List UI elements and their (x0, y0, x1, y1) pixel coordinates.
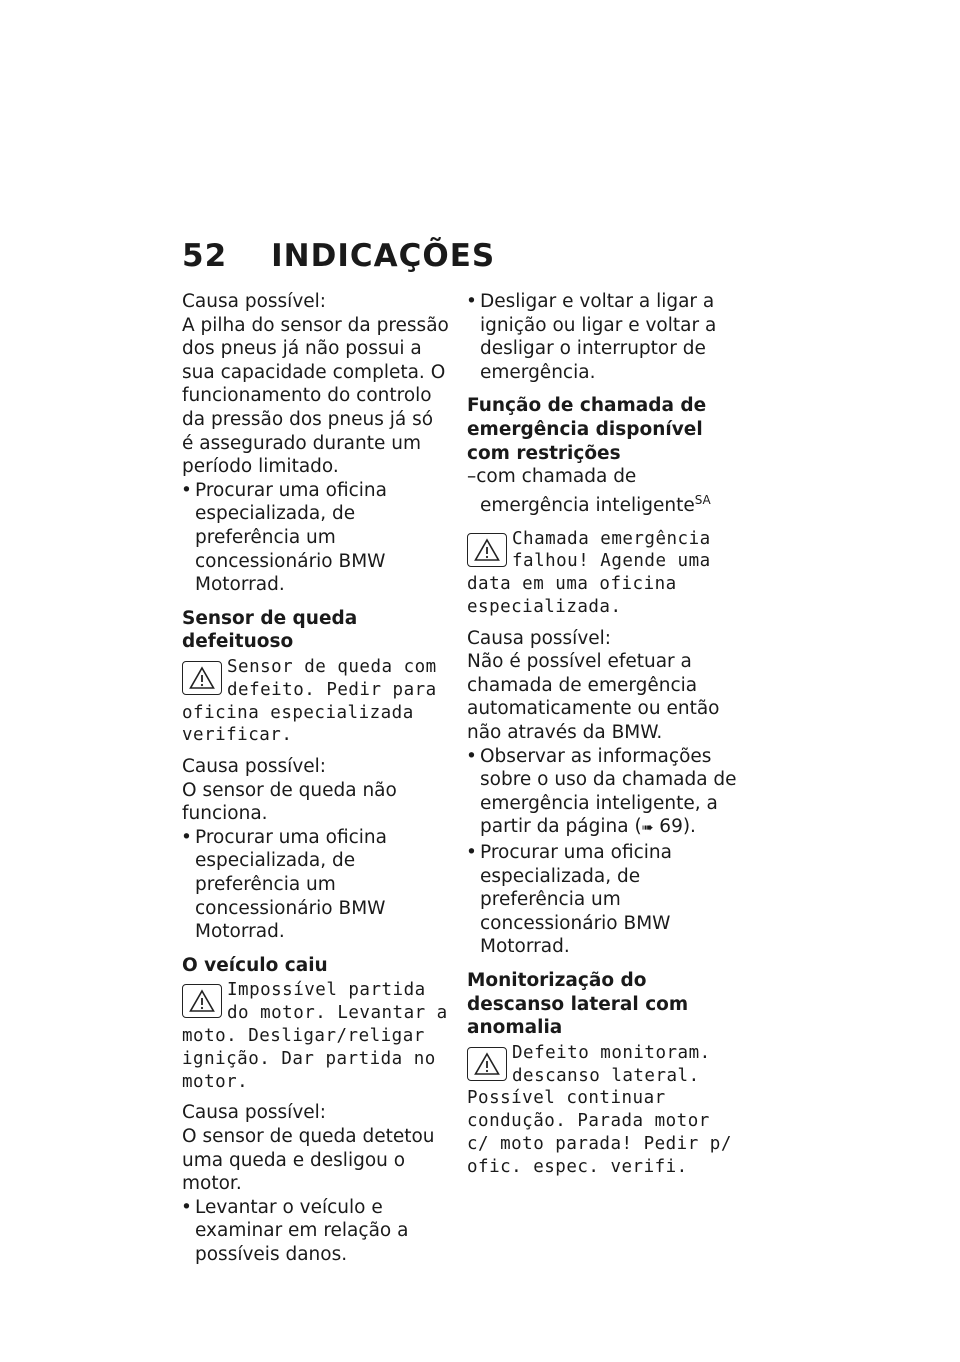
left-column (182, 290, 450, 1267)
cause-description: Não é possível efetuar a chamada de emergência automaticamente ou então não através da BMW. (467, 651, 720, 744)
display-message: Impossível partida do motor. Levantar a moto. Desligar/religar ignição. Dar partida no motor. (182, 980, 448, 1092)
action-item: • Procurar uma oficina especializada, de preferência um concessionário BMW Motorrad. (467, 841, 742, 959)
warning-message-vehicle-fell (182, 979, 450, 1093)
cause-label: Causa possível: (182, 756, 327, 778)
section-heading-sidestand: Monitorização do descanso lateral com anomalia (467, 970, 689, 1039)
page-title: INDICAÇÕES (271, 238, 496, 274)
page-header (182, 238, 495, 274)
section-heading-fall-sensor: Sensor de queda defeituoso (182, 607, 358, 653)
warning-message-sidestand (467, 1042, 742, 1179)
page-number: 52 (182, 238, 228, 274)
cause-label: Causa possível: (182, 291, 327, 312)
warning-message-emergency (467, 528, 742, 619)
condition-text: –com chamada de emergência inteligente (467, 466, 695, 516)
section-heading-vehicle-fell: O veículo caiu (182, 954, 328, 976)
cause-description: O sensor de queda não funciona. (182, 779, 397, 825)
display-message: Defeito monitoram. descanso lateral. Possível continuar condução. Parada motor c/ moto parada! Pedir p/ ofic. espec. verifi. (467, 1042, 732, 1177)
cause-description: A pilha do sensor da pressão dos pneus já não possui a sua capacidade completa. O funcionamento do controlo da pressão dos pneus já só é assegurado durante um período limitado. (182, 314, 449, 478)
action-item: • Procurar uma oficina especializada, de preferência um concessionário BMW Motorrad. (182, 826, 450, 944)
action-item: • Observar as informações sobre o uso da chamada de emergência inteligente, a partir da página (➠ 69). (467, 745, 742, 841)
warning-triangle-icon (467, 1047, 507, 1081)
action-item: • Procurar uma oficina especializada, de preferência um concessionário BMW Motorrad. (182, 479, 450, 597)
cause-description: O sensor de queda detetou uma queda e desligou o motor. (182, 1126, 435, 1195)
warning-message-fall-sensor (182, 656, 450, 747)
cause-label: Causa possível: (182, 1102, 327, 1124)
page-reference: 69). (659, 816, 696, 838)
display-message: Sensor de queda com defeito. Pedir para oficina especializada verificar. (182, 656, 437, 746)
warning-triangle-icon (182, 661, 222, 695)
action-item: • Desligar e voltar a ligar a ignição ou ligar e voltar a desligar o interruptor de emergência. (467, 290, 742, 384)
cause-label: Causa possível: (467, 627, 612, 649)
section-heading-emergency-call: Função de chamada de emergência disponível com restrições (467, 395, 707, 464)
warning-triangle-icon (182, 984, 222, 1018)
special-equipment-mark: SA (694, 492, 711, 507)
display-message: Chamada emergência falhou! Agende uma data em uma oficina especializada. (467, 528, 711, 617)
page-reference-arrow-icon: ➠ (641, 820, 654, 837)
action-item: • Levantar o veículo e examinar em relação a possíveis danos. (182, 1196, 450, 1267)
warning-triangle-icon (467, 533, 507, 567)
condition-item (467, 465, 742, 517)
right-column (467, 290, 742, 1187)
action-text: Observar as informações sobre o uso da chamada de emergência inteligente, a partir da página (480, 745, 737, 838)
